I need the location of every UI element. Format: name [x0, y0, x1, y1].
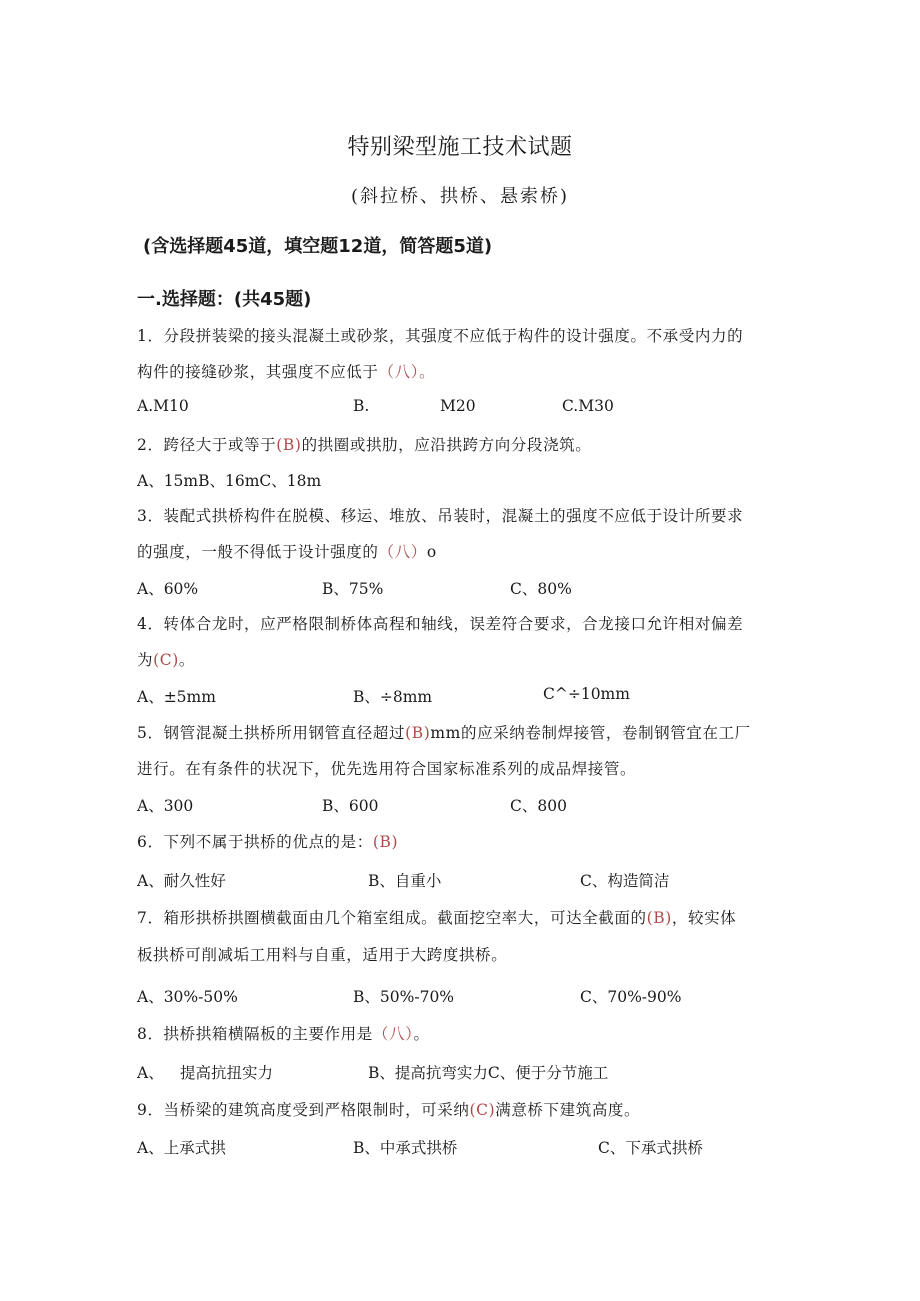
- question-4-option-a: A、±5mm: [137, 688, 216, 706]
- question-1-option-a: A.M10: [137, 397, 189, 415]
- question-4-option-c: C^÷10mm: [543, 685, 630, 703]
- document-subtitle: (斜拉桥、拱桥、悬索桥): [350, 186, 570, 207]
- question-5-text-post: mm的应采纳卷制焊接管，卷制钢管宜在工厂: [430, 724, 751, 742]
- question-4-text: 为: [137, 651, 154, 669]
- question-3-option-a: A、60%: [137, 580, 199, 598]
- section-heading: 一.选择题：(共45题): [137, 289, 312, 310]
- question-7-text-post: ，较实体: [671, 909, 737, 927]
- question-4-line-2: [137, 648, 195, 670]
- question-6-option-a: A、耐久性好: [137, 872, 226, 890]
- question-1-option-c: C.M30: [562, 397, 614, 415]
- question-1-option-b-value: M20: [440, 397, 476, 415]
- question-3-line-1: 3．装配式拱桥构件在脱模、移运、堆放、吊装时，混凝土的强度不应低于设计所要求: [137, 507, 744, 525]
- question-7-option-b: B、50%-70%: [353, 988, 455, 1006]
- question-6-option-b: B、自重小: [368, 872, 442, 890]
- exam-summary: (含选择题45道，填空题12道，简答题5道): [143, 236, 493, 257]
- question-5-line-1: [137, 721, 751, 743]
- question-7-option-c: C、70%-90%: [580, 988, 682, 1006]
- question-2-answer: (B): [276, 436, 302, 454]
- question-3-text: 的强度，一般不得低于设计强度的: [137, 543, 379, 561]
- question-2-text-pre: 2．跨径大于或等于: [137, 436, 277, 454]
- question-1-answer: （八）。: [378, 363, 436, 381]
- question-4-option-b: B、÷8mm: [353, 688, 433, 706]
- question-8-option-bc: B、提高抗弯实力C、便于分节施工: [368, 1064, 609, 1082]
- question-1-option-b-label: B.: [353, 397, 370, 415]
- question-9-option-c: C、下承式拱桥: [598, 1139, 703, 1157]
- question-7-answer: (B): [646, 909, 672, 927]
- question-8-option-a-label: A、: [137, 1064, 164, 1082]
- question-3-option-c: C、80%: [510, 580, 572, 598]
- question-8-text-pre: 8．拱桥拱箱横隔板的主要作用是: [137, 1025, 373, 1043]
- document-title: 特别梁型施工技术试题: [347, 135, 573, 160]
- question-9-answer: (C): [469, 1101, 496, 1119]
- question-3-option-b: B、75%: [322, 580, 384, 598]
- question-1-line-2: [137, 360, 435, 382]
- question-2-line-1: [137, 433, 591, 455]
- question-5-option-a: A、300: [137, 797, 194, 815]
- question-8-line-1: [137, 1022, 430, 1044]
- question-9-text-post: 满意桥下建筑高度。: [495, 1101, 641, 1119]
- question-3-line-2: [137, 540, 437, 562]
- question-4-text-post: 。: [178, 651, 195, 669]
- question-7-option-a: A、30%-50%: [137, 988, 238, 1006]
- question-9-line-1: [137, 1098, 640, 1120]
- question-7-line-2: 板拱桥可削减垢工用料与自重，适用于大跨度拱桥。: [137, 946, 508, 964]
- question-6-line-1: [137, 830, 398, 852]
- question-8-option-a-text: 提高抗扭实力: [180, 1064, 274, 1082]
- question-9-option-a: A、上承式拱: [137, 1139, 226, 1157]
- question-5-answer: (B): [405, 724, 431, 742]
- question-8-answer: （八）: [372, 1025, 414, 1043]
- question-9-text-pre: 9．当桥梁的建筑高度受到严格限制时，可采纳: [137, 1101, 470, 1119]
- question-1-line-1: 1．分段拼装梁的接头混凝土或砂浆，其强度不应低于构件的设计强度。不承受内力的: [137, 327, 744, 345]
- question-3-answer: （八）: [378, 543, 427, 561]
- question-4-answer: (C): [153, 651, 179, 669]
- question-2-options: A、15mB、16mC、18m: [137, 472, 322, 490]
- question-6-answer: (B): [372, 833, 399, 851]
- question-5-option-c: C、800: [510, 797, 567, 815]
- question-7-line-1: [137, 906, 736, 928]
- question-8-text-post: 。: [413, 1025, 430, 1043]
- question-7-text-pre: 7．箱形拱桥拱圈横截面由几个箱室组成。截面挖空率大，可达全截面的: [137, 909, 647, 927]
- question-4-line-1: 4．转体合龙时，应严格限制桥体高程和轴线，误差符合要求，合龙接口允许相对偏差: [137, 615, 744, 633]
- question-9-option-b: B、中承式拱桥: [353, 1139, 458, 1157]
- question-1-text: 构件的接缝砂浆，其强度不应低于: [137, 363, 379, 381]
- question-3-text-post: o: [426, 543, 437, 561]
- question-5-option-b: B、600: [322, 797, 379, 815]
- question-5-text-pre: 5．钢管混凝土拱桥所用钢管直径超过: [137, 724, 406, 742]
- question-6-text: 6．下列不属于拱桥的优点的是：: [137, 833, 373, 851]
- question-2-text-post: 的拱圈或拱肋，应沿拱跨方向分段浇筑。: [301, 436, 592, 454]
- question-5-line-2: 进行。在有条件的状况下，优先选用符合国家标准系列的成品焊接管。: [137, 760, 637, 778]
- question-6-option-c: C、构造简洁: [580, 872, 670, 890]
